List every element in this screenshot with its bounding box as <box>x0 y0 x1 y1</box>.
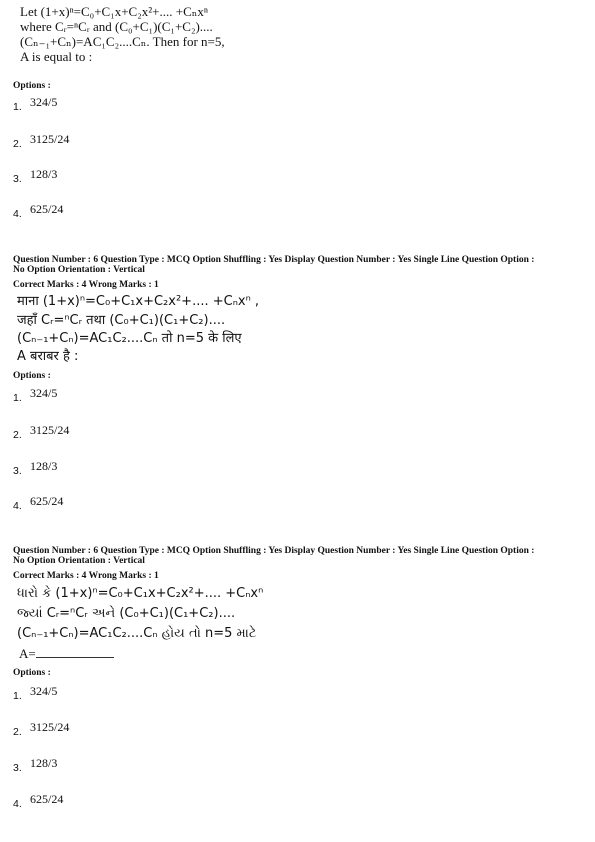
option-text: 128/3 <box>30 756 58 770</box>
question-marks: Correct Marks : 4 Wrong Marks : 1 <box>13 571 159 581</box>
question-stem-line: माना (1+x)ⁿ=C₀+C₁x+C₂x²+.... +Cₙxⁿ , <box>17 294 260 309</box>
answer-blank <box>36 649 114 658</box>
question-stem-line: जहाँ Cᵣ=ⁿCᵣ तथा (C₀+C₁)(C₁+C₂).... <box>17 313 226 328</box>
option-text: 128/3 <box>30 167 58 181</box>
option-number: 3. <box>13 762 22 774</box>
option-text: 625/24 <box>30 494 64 508</box>
option-text: 324/5 <box>30 95 58 109</box>
option-number: 4. <box>13 208 22 220</box>
option-text: 324/5 <box>30 386 58 400</box>
question-marks: Correct Marks : 4 Wrong Marks : 1 <box>13 280 159 290</box>
question-stem-line: (Cₙ₋₁+Cₙ)=AC₁C₂....Cₙ. Then for n=5, <box>20 34 225 49</box>
option-number: 1. <box>13 101 22 113</box>
question-meta-line: Question Number : 6 Question Type : MCQ Option Shuffling : Yes Display Question Number : Yes Single Line Question Option : <box>13 255 535 265</box>
option-number: 3. <box>13 465 22 477</box>
option-number: 4. <box>13 798 22 810</box>
option-text: 3125/24 <box>30 132 70 146</box>
question-meta-line: No Option Orientation : Vertical <box>13 556 145 566</box>
question-stem-line: A बराबर है : <box>17 349 79 364</box>
option-number: 2. <box>13 726 22 738</box>
option-number: 1. <box>13 392 22 404</box>
option-text: 324/5 <box>30 684 58 698</box>
question-stem-line: (Cₙ₋₁+Cₙ)=AC₁C₂....Cₙ હોય તો n=5 માટે <box>17 626 257 641</box>
option-number: 3. <box>13 173 22 185</box>
question-stem-line: where Cᵣ=ⁿCᵣ and (C₀+C₁)(C₁+C₂).... <box>20 19 213 34</box>
option-number: 2. <box>13 138 22 150</box>
question-meta-line: Question Number : 6 Question Type : MCQ Option Shuffling : Yes Display Question Number : Yes Single Line Question Option : <box>13 546 535 556</box>
question-stem-line: A= <box>19 646 36 661</box>
question-stem-line: (Cₙ₋₁+Cₙ)=AC₁C₂....Cₙ तो n=5 के लिए <box>17 331 242 346</box>
options-label: Options : <box>13 668 51 678</box>
question-stem-line: ધારો કે (1+x)ⁿ=C₀+C₁x+C₂x²+.... +Cₙxⁿ <box>17 586 264 601</box>
question-meta-line: No Option Orientation : Vertical <box>13 265 145 275</box>
options-label: Options : <box>13 371 51 381</box>
question-stem-line: A is equal to : <box>20 49 93 64</box>
answer-blank-line <box>19 646 114 661</box>
option-text: 625/24 <box>30 202 64 216</box>
options-label: Options : <box>13 81 51 91</box>
option-text: 3125/24 <box>30 423 70 437</box>
option-text: 128/3 <box>30 459 58 473</box>
question-stem-line: જ્યાં Cᵣ=ⁿCᵣ અને (C₀+C₁)(C₁+C₂).... <box>17 606 236 621</box>
option-number: 4. <box>13 500 22 512</box>
option-number: 2. <box>13 429 22 441</box>
option-text: 3125/24 <box>30 720 70 734</box>
option-text: 625/24 <box>30 792 64 806</box>
option-number: 1. <box>13 690 22 702</box>
question-stem-line: Let (1+x)ⁿ=C₀+C₁x+C₂x²+.... +Cₙxⁿ <box>20 4 208 19</box>
